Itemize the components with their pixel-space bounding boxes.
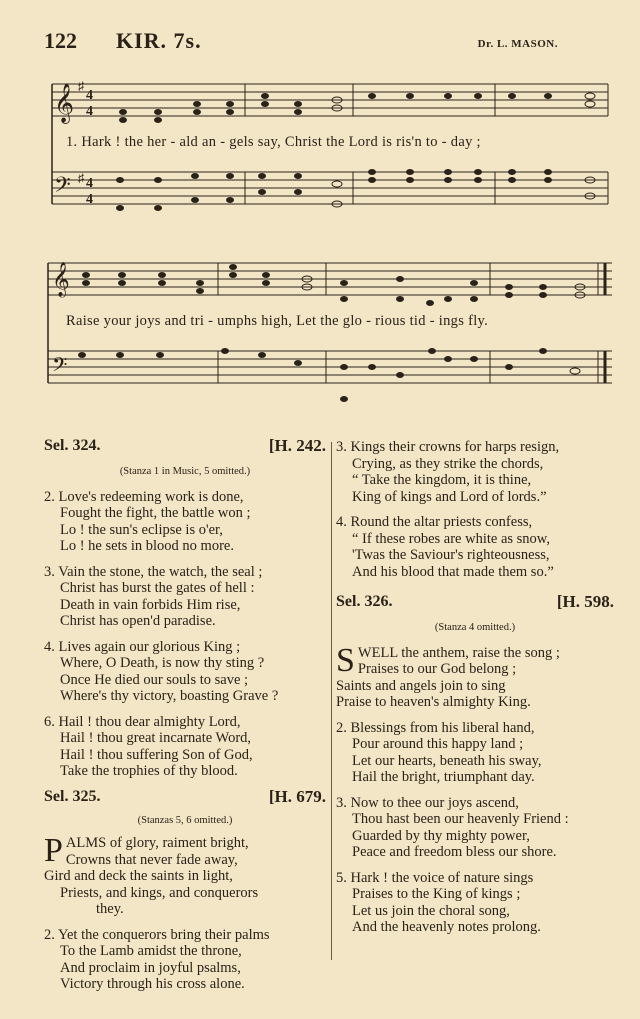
verse-line: Thou hast been our heavenly Friend :	[352, 811, 569, 827]
sel-326-note: (Stanza 4 omitted.)	[434, 622, 516, 633]
svg-text:4: 4	[86, 88, 93, 103]
sel-326-stanza-5	[336, 870, 614, 936]
sel-325-stanza-2	[44, 927, 326, 993]
right-column	[336, 439, 614, 936]
verse-line: Fought the fight, the battle won ;	[60, 505, 251, 521]
drop-cap: S	[336, 641, 355, 679]
verse-line: And the heavenly notes prolong.	[352, 919, 541, 935]
composer-credit: Dr. L. MASON.	[477, 38, 558, 50]
treble-clef-icon-2: 𝄞	[52, 263, 70, 296]
sel-326-stanza-1	[336, 641, 614, 711]
verse-line: 4. Lives again our glorious King ;	[44, 638, 241, 655]
sel-326-ref: [H. 598.	[556, 592, 614, 611]
left-column	[44, 438, 326, 993]
sel-325-heading: Sel. 325.	[44, 787, 101, 805]
drop-cap: P	[44, 832, 63, 869]
verse-line: “ Take the kingdom, it is thine,	[352, 472, 532, 488]
verse-line: 2. Blessings from his liberal hand,	[336, 719, 535, 736]
verse-line: 3. Vain the stone, the watch, the seal ;	[44, 563, 263, 580]
verse-line: 'Twas the Saviour's righteousness,	[352, 547, 550, 563]
verse-line: Gird and deck the saints in light,	[44, 868, 233, 884]
verse-line: Let our hearts, beneath his sway,	[352, 752, 542, 769]
verse-line: 6. Hail ! thou dear almighty Lord,	[44, 713, 241, 730]
sharp-icon: ♯	[78, 79, 84, 93]
lyric-line-1: 1. Hark ! the her - ald an - gels say, Christ the Lord is ris'n to - day ;	[66, 134, 481, 150]
verse-line: 2. Love's redeeming work is done,	[44, 488, 244, 505]
verse-line: Praise to heaven's almighty King.	[336, 694, 531, 710]
notes-system-2	[78, 264, 585, 402]
verse-line: 2. Yet the conquerors bring their palms	[44, 926, 270, 943]
verse-line: Lo ! the sun's eclipse is o'er,	[60, 521, 223, 538]
svg-text:4: 4	[86, 192, 93, 207]
treble-staff-1	[52, 84, 608, 116]
notes-system-1	[116, 93, 595, 211]
verse-line: Where's thy victory, boasting Grave ?	[60, 688, 279, 704]
verse-line: Lo ! he sets in blood no more.	[60, 538, 234, 554]
verse-line: And proclaim in joyful psalms,	[60, 959, 241, 976]
bass-clef-icon-2: 𝄢	[52, 355, 68, 381]
sel-324-stanza-2	[44, 489, 326, 555]
verse-line: 3. Kings their crowns for harps resign,	[336, 439, 560, 455]
verse-line: Crying, as they strike the chords,	[352, 455, 544, 472]
verse-line: WELL the anthem, raise the song ;	[357, 644, 560, 661]
sel-326-stanza-2	[336, 720, 614, 786]
sel-324-note: (Stanza 1 in Music, 5 omitted.)	[119, 466, 251, 477]
svg-text:4: 4	[86, 104, 93, 119]
bass-clef-icon: 𝄢	[54, 173, 71, 202]
verse-line: Let us join the choral song,	[352, 902, 510, 919]
verse-line: Guarded by thy mighty power,	[352, 827, 530, 844]
treble-clef-icon: 𝄞	[54, 85, 75, 122]
verse-line: ALMS of glory, raiment bright,	[65, 835, 249, 851]
verse-line: Priests, and kings, and conquerors	[60, 884, 259, 901]
verse-line: Death in vain forbids Him rise,	[60, 596, 241, 613]
verse-line: Once He died our souls to save ;	[60, 671, 249, 688]
verse-line: Hail ! thou great incarnate Word,	[60, 730, 252, 746]
column-divider	[331, 442, 332, 960]
lyric-line-2: Raise your joys and tri - umphs high, Let the glo - rious tid - ings fly.	[66, 313, 489, 329]
page-number: 122	[44, 28, 77, 53]
verse-line: And his blood that made them so.”	[352, 563, 554, 580]
verse-line: 3. Now to thee our joys ascend,	[336, 794, 519, 811]
sel-325-stanza-1	[44, 832, 326, 918]
sel-324-ref: [H. 242.	[268, 436, 326, 455]
verse-line: Peace and freedom bless our shore.	[352, 844, 557, 860]
sel-326-heading: Sel. 326.	[336, 593, 393, 610]
sel-325-note: (Stanzas 5, 6 omitted.)	[137, 814, 233, 826]
verse-line: Saints and angels join to sing	[336, 677, 506, 694]
sel-324-stanza-6	[44, 714, 326, 780]
verse-line: Hail ! thou suffering Son of God,	[60, 746, 253, 763]
bass-staff-1	[52, 172, 608, 204]
sel-325-ref: [H. 679.	[268, 786, 326, 806]
sel-324-stanza-4	[44, 639, 326, 705]
verse-line: Victory through his cross alone.	[60, 976, 245, 992]
music-score	[0, 0, 640, 430]
verse-line: Praises to the King of kings ;	[352, 886, 521, 902]
verse-line: “ If these robes are white as snow,	[352, 530, 550, 547]
verse-line: Take the trophies of thy blood.	[60, 763, 238, 779]
verse-line: they.	[96, 901, 124, 917]
verse-line: Crowns that never fade away,	[65, 851, 238, 868]
verse-line: Praises to our God belong ;	[357, 661, 517, 677]
verse-line: 5. Hark ! the voice of nature sings	[336, 869, 534, 886]
sel-324-heading: Sel. 324.	[44, 437, 101, 454]
sel-325-header	[44, 786, 326, 811]
verse-line: Christ has burst the gates of hell :	[60, 580, 255, 596]
tune-title: KIR. 7s.	[116, 28, 202, 53]
sel-324-stanza-3	[44, 564, 326, 630]
sharp-icon-bass: ♯	[78, 171, 84, 185]
sel-324-stanza-3b	[336, 439, 614, 505]
treble-staff-2	[48, 263, 612, 295]
sel-326-header	[336, 594, 614, 616]
svg-text:4: 4	[86, 176, 93, 191]
verse-line: Pour around this happy land ;	[352, 736, 524, 752]
verse-line: To the Lamb amidst the throne,	[60, 943, 242, 959]
verse-line: Where, O Death, is now thy sting ?	[60, 655, 265, 671]
verse-line: Christ has open'd paradise.	[60, 613, 216, 629]
bass-staff-2	[48, 351, 612, 383]
verse-line: 4. Round the altar priests confess,	[336, 514, 533, 530]
sel-324-stanza-4b	[336, 514, 614, 580]
verse-line: Hail the bright, triumphant day.	[352, 769, 535, 785]
sel-326-stanza-3	[336, 795, 614, 861]
sel-324-header	[44, 438, 326, 460]
verse-line: King of kings and Lord of lords.”	[352, 488, 547, 505]
